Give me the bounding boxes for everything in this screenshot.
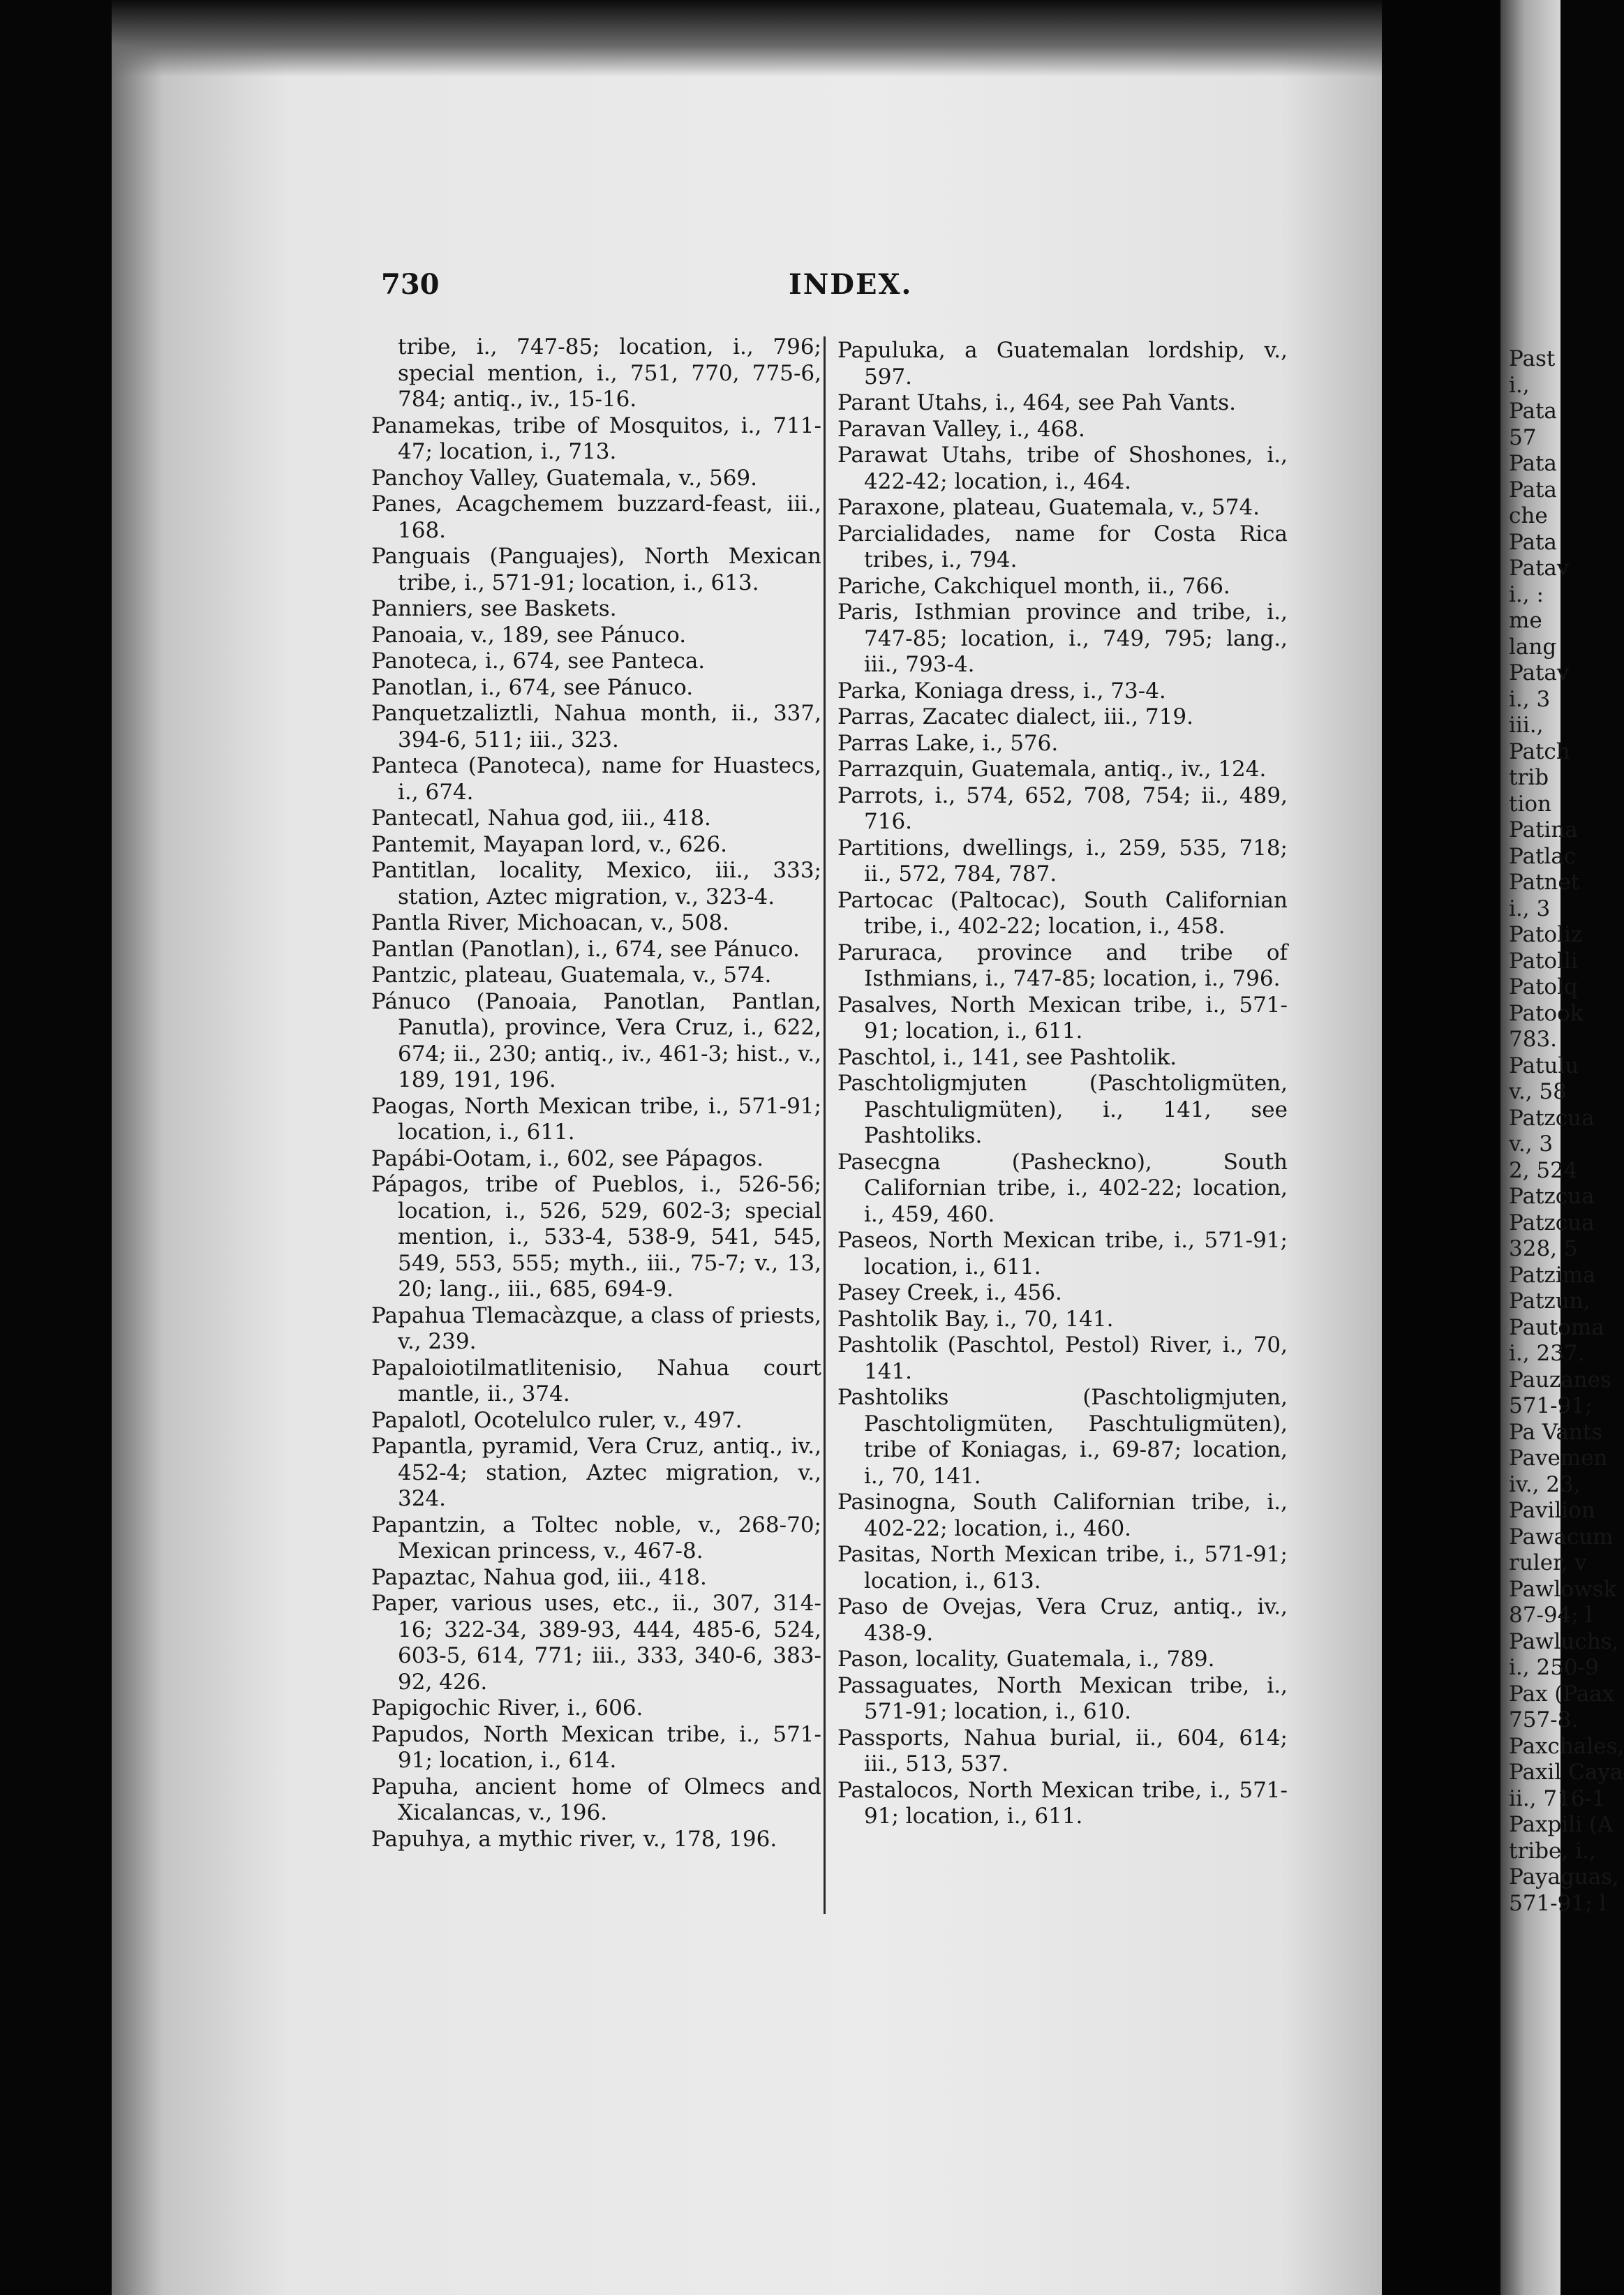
- next-page-fragment: tribe, i.,: [1509, 1838, 1596, 1864]
- next-page-fragment: 57: [1509, 424, 1537, 450]
- next-page-fragment: lang: [1509, 634, 1557, 660]
- next-page-fragment: 757-8.: [1509, 1707, 1579, 1732]
- index-entry: Paschtoligmjuten (Paschtoligmüten, Paschtuligmüten), i., 141, see Pashtoliks.: [837, 1071, 1288, 1148]
- page-title: INDEX.: [789, 268, 913, 301]
- index-entry: Pashtoliks (Paschtoligmjuten, Paschtoligmüten, Paschtuligmüten), tribe of Koniagas, i., 69-87; location, i., 70, 141.: [837, 1385, 1288, 1489]
- next-page-fragment: 328, 5: [1509, 1236, 1578, 1261]
- index-entry: Panes, Acagchemem buzzard-feast, iii., 168.: [371, 491, 821, 543]
- next-page-fragment: Patav: [1509, 660, 1570, 685]
- index-entry: Papaloiotilmatlitenisio, Nahua court mantle, ii., 374.: [371, 1355, 821, 1406]
- index-entry: Parras Lake, i., 576.: [837, 730, 1059, 756]
- next-page-fragment: Pawlowsk: [1509, 1576, 1617, 1602]
- next-page-fragment: trib: [1509, 765, 1549, 790]
- next-page-fragment: Pa Vants: [1509, 1419, 1603, 1445]
- index-entry: Papantla, pyramid, Vera Cruz, antiq., iv., 452-4; station, Aztec migration, v., 324.: [371, 1434, 821, 1511]
- index-entry: Pashtolik Bay, i., 70, 141.: [837, 1306, 1114, 1332]
- index-entry: Papaztac, Nahua god, iii., 418.: [371, 1564, 707, 1590]
- index-entry: Paris, Isthmian province and tribe, i., 747-85; location, i., 749, 795; lang., iii., 793-4.: [837, 600, 1288, 677]
- index-column-left: [371, 334, 821, 1852]
- index-entry: Paschtol, i., 141, see Pashtolik.: [837, 1044, 1177, 1070]
- column-divider: [824, 336, 826, 1914]
- index-entry: Pánuco (Panoaia, Panotlan, Pantlan, Panutla), province, Vera Cruz, i., 622, 674; ii., 230; antiq., iv., 461-3; hist., v., 189, 191, 196.: [371, 988, 821, 1092]
- index-entry: Parras, Zacatec dialect, iii., 719.: [837, 704, 1193, 729]
- index-entry: Paravan Valley, i., 468.: [837, 416, 1085, 442]
- index-entry: Pantlan (Panotlan), i., 674, see Pánuco.: [371, 936, 800, 962]
- next-page-fragment: ruler, v: [1509, 1550, 1587, 1575]
- next-page-fragment: 571-91; l: [1509, 1890, 1607, 1916]
- next-page-fragment: Patnet: [1509, 870, 1580, 895]
- index-entry: Panchoy Valley, Guatemala, v., 569.: [371, 465, 757, 491]
- index-entry: Papuluka, a Guatemalan lordship, v., 597.: [837, 338, 1288, 389]
- next-page-fragment: i., 237.: [1509, 1341, 1585, 1366]
- next-page-fragment: Patulu: [1509, 1053, 1579, 1078]
- book-gutter: [1385, 0, 1497, 2295]
- next-page-fragment: 2, 524: [1509, 1157, 1578, 1183]
- next-page-fragment: 783.: [1509, 1027, 1558, 1052]
- index-entry: Parka, Koniaga dress, i., 73-4.: [837, 678, 1166, 704]
- index-entry: Panguais (Panguajes), North Mexican tribe, i., 571-91; location, i., 613.: [371, 544, 821, 595]
- next-page-fragment: Pavilion: [1509, 1498, 1595, 1523]
- next-page-fragment: Pata: [1509, 529, 1557, 555]
- next-page-fragment: Pauzanes: [1509, 1367, 1611, 1392]
- next-page-fragment: Patolq: [1509, 974, 1578, 1000]
- next-page-fragment: i., :: [1509, 581, 1544, 607]
- index-entry: Pasalves, North Mexican tribe, i., 571-91; location, i., 611.: [837, 992, 1288, 1043]
- next-page-fragment: iii.,: [1509, 713, 1544, 738]
- index-entry: Panteca (Panoteca), name for Huastecs, i., 674.: [371, 753, 821, 805]
- index-entry: Paogas, North Mexican tribe, i., 571-91; location, i., 611.: [371, 1093, 821, 1145]
- index-entry: Pason, locality, Guatemala, i., 789.: [837, 1647, 1215, 1672]
- next-page-fragment: Paxpili (A: [1509, 1812, 1614, 1837]
- next-page-fragment: Patzcua: [1509, 1184, 1595, 1209]
- index-entry: Pariche, Cakchiquel month, ii., 766.: [837, 573, 1230, 599]
- index-entry: Pantzic, plateau, Guatemala, v., 574.: [371, 963, 772, 988]
- index-entry: Pantla River, Michoacan, v., 508.: [371, 910, 729, 935]
- next-page-fragment: Pavemen: [1509, 1446, 1608, 1471]
- next-page-fragment: Patolli: [1509, 948, 1578, 974]
- next-page-fragment: Payaguas,: [1509, 1864, 1619, 1889]
- next-page-fragment: Patav: [1509, 556, 1570, 581]
- index-column-right: [837, 338, 1288, 1830]
- index-entry: Papudos, North Mexican tribe, i., 571-91; location, i., 614.: [371, 1721, 821, 1773]
- index-entry: Paper, various uses, etc., ii., 307, 314-16; 322-34, 389-93, 444, 485-6, 524, 603-5, 614, 771; iii., 333, 340-6, 383-92, 426.: [371, 1591, 821, 1695]
- index-entry: Panquetzaliztli, Nahua month, ii., 337, 394-6, 511; iii., 323.: [371, 701, 821, 752]
- index-entry: Parrazquin, Guatemala, antiq., iv., 124.: [837, 757, 1267, 782]
- next-page-fragment: Patzcua: [1509, 1105, 1595, 1131]
- index-entry: Pasitas, North Mexican tribe, i., 571-91; location, i., 613.: [837, 1542, 1288, 1594]
- next-page-fragment: Patook: [1509, 1000, 1584, 1026]
- next-page-fragment: Pax (Paax: [1509, 1681, 1615, 1707]
- index-entry: Paso de Ovejas, Vera Cruz, antiq., iv., 438-9.: [837, 1594, 1288, 1646]
- next-page-fragment: Patzun,: [1509, 1288, 1591, 1314]
- next-page-fragment: Past: [1509, 346, 1556, 371]
- next-page-fragment: i., 3: [1509, 896, 1551, 921]
- next-page-fragment: me: [1509, 608, 1542, 633]
- index-entry: Parant Utahs, i., 464, see Pah Vants.: [837, 390, 1236, 415]
- index-entry: Pantemit, Mayapan lord, v., 626.: [371, 831, 727, 857]
- index-entry: Parrots, i., 574, 652, 708, 754; ii., 489, 716.: [837, 782, 1288, 834]
- next-page-fragment: Patina: [1509, 817, 1578, 842]
- index-entry: Panniers, see Baskets.: [371, 596, 617, 621]
- index-entry: Papantzin, a Toltec noble, v., 268-70; Mexican princess, v., 467-8.: [371, 1512, 821, 1564]
- index-entry: Panoteca, i., 674, see Panteca.: [371, 648, 706, 674]
- next-page-fragment: che: [1509, 503, 1548, 528]
- next-page-fragment: 571-91;: [1509, 1393, 1593, 1418]
- next-page-fragment: ii., 716-1: [1509, 1785, 1606, 1811]
- index-entry: tribe, i., 747-85; location, i., 796; special mention, i., 751, 770, 775-6, 784; antiq., iv., 15-16.: [398, 334, 821, 412]
- page-number: 730: [381, 268, 440, 301]
- index-entry: Pasecgna (Pasheckno), South Californian tribe, i., 402-22; location, i., 459, 460.: [837, 1149, 1288, 1227]
- index-entry: Paraxone, plateau, Guatemala, v., 574.: [837, 495, 1260, 520]
- index-entry: Partocac (Paltocac), South Californian tribe, i., 402-22; location, i., 458.: [837, 887, 1288, 939]
- index-entry: Passaguates, North Mexican tribe, i., 571-91; location, i., 610.: [837, 1672, 1288, 1724]
- next-page-fragment: i., 3: [1509, 686, 1551, 712]
- index-entry: Panoaia, v., 189, see Pánuco.: [371, 622, 687, 648]
- index-entry: Papuha, ancient home of Olmecs and Xicalancas, v., 196.: [371, 1774, 821, 1825]
- next-page-fragment: i., 250-9: [1509, 1655, 1599, 1680]
- index-entry: Panotlan, i., 674, see Pánuco.: [371, 674, 694, 700]
- next-page-fragment: Paxchales,: [1509, 1733, 1624, 1759]
- next-page-fragment: iv., 23,: [1509, 1471, 1581, 1497]
- index-entry: Partitions, dwellings, i., 259, 535, 718; ii., 572, 784, 787.: [837, 835, 1288, 886]
- index-entry: Pasey Creek, i., 456.: [837, 1280, 1062, 1305]
- next-page-fragment: Pawluchs,: [1509, 1628, 1619, 1654]
- next-page-fragment: Patzima: [1509, 1262, 1596, 1288]
- index-entry: Papahua Tlemacàzque, a class of priests, v., 239.: [371, 1302, 821, 1354]
- index-entry: Parcialidades, name for Costa Rica tribes, i., 794.: [837, 521, 1288, 572]
- next-page-fragment: Pata: [1509, 451, 1557, 476]
- index-entry: Parawat Utahs, tribe of Shoshones, i., 422-42; location, i., 464.: [837, 443, 1288, 494]
- index-entry: Papalotl, Ocotelulco ruler, v., 497.: [371, 1407, 743, 1433]
- next-page-fragment: Patlac: [1509, 843, 1577, 869]
- index-entry: Pantecatl, Nahua god, iii., 418.: [371, 805, 711, 831]
- next-page-fragment: 87-94; l: [1509, 1603, 1593, 1628]
- next-page-fragments: [1509, 346, 1624, 1917]
- index-entry: Papuhya, a mythic river, v., 178, 196.: [371, 1826, 777, 1852]
- next-page-fragment: v., 58: [1509, 1079, 1567, 1104]
- next-page-fragment: Pata: [1509, 399, 1557, 424]
- index-entry: Papábi-Ootam, i., 602, see Pápagos.: [371, 1145, 763, 1171]
- index-entry: Pantitlan, locality, Mexico, iii., 333; station, Aztec migration, v., 323-4.: [371, 858, 821, 909]
- next-page-fragment: tion: [1509, 791, 1552, 817]
- next-page-fragment: Pautoma: [1509, 1314, 1604, 1340]
- next-page-edge: [1500, 0, 1624, 2295]
- next-page-fragment: Paxil Caya: [1509, 1760, 1623, 1785]
- index-entry: Pápagos, tribe of Pueblos, i., 526-56; location, i., 526, 529, 602-3; special mention, i., 533-4, 538-9, 541, 545, 549, 553, 555; myth., iii., 75-7; v., 13, 20; lang., iii., 685, 694-9.: [371, 1172, 821, 1302]
- index-entry: Pashtolik (Paschtol, Pestol) River, i., 70, 141.: [837, 1332, 1288, 1384]
- index-entry: Pastalocos, North Mexican tribe, i., 571-91; location, i., 611.: [837, 1777, 1288, 1829]
- index-entry: Passports, Nahua burial, ii., 604, 614; iii., 513, 537.: [837, 1725, 1288, 1776]
- index-entry: Papigochic River, i., 606.: [371, 1695, 643, 1721]
- next-page-fragment: Patzcua: [1509, 1210, 1595, 1235]
- index-entry: Paruraca, province and tribe of Isthmians, i., 747-85; location, i., 796.: [837, 939, 1288, 991]
- next-page-fragment: Pawacum: [1509, 1524, 1614, 1550]
- index-entry: Panamekas, tribe of Mosquitos, i., 711-47; location, i., 713.: [371, 413, 821, 464]
- index-entry: Paseos, North Mexican tribe, i., 571-91; location, i., 611.: [837, 1228, 1288, 1279]
- next-page-fragment: v., 3: [1509, 1131, 1554, 1157]
- next-page-fragment: Patch: [1509, 738, 1570, 764]
- next-page-fragment: i.,: [1509, 372, 1530, 398]
- index-entry: Pasinogna, South Californian tribe, i., 402-22; location, i., 460.: [837, 1490, 1288, 1541]
- next-page-fragment: Pata: [1509, 477, 1557, 503]
- next-page-fragment: Patoliz: [1509, 922, 1583, 947]
